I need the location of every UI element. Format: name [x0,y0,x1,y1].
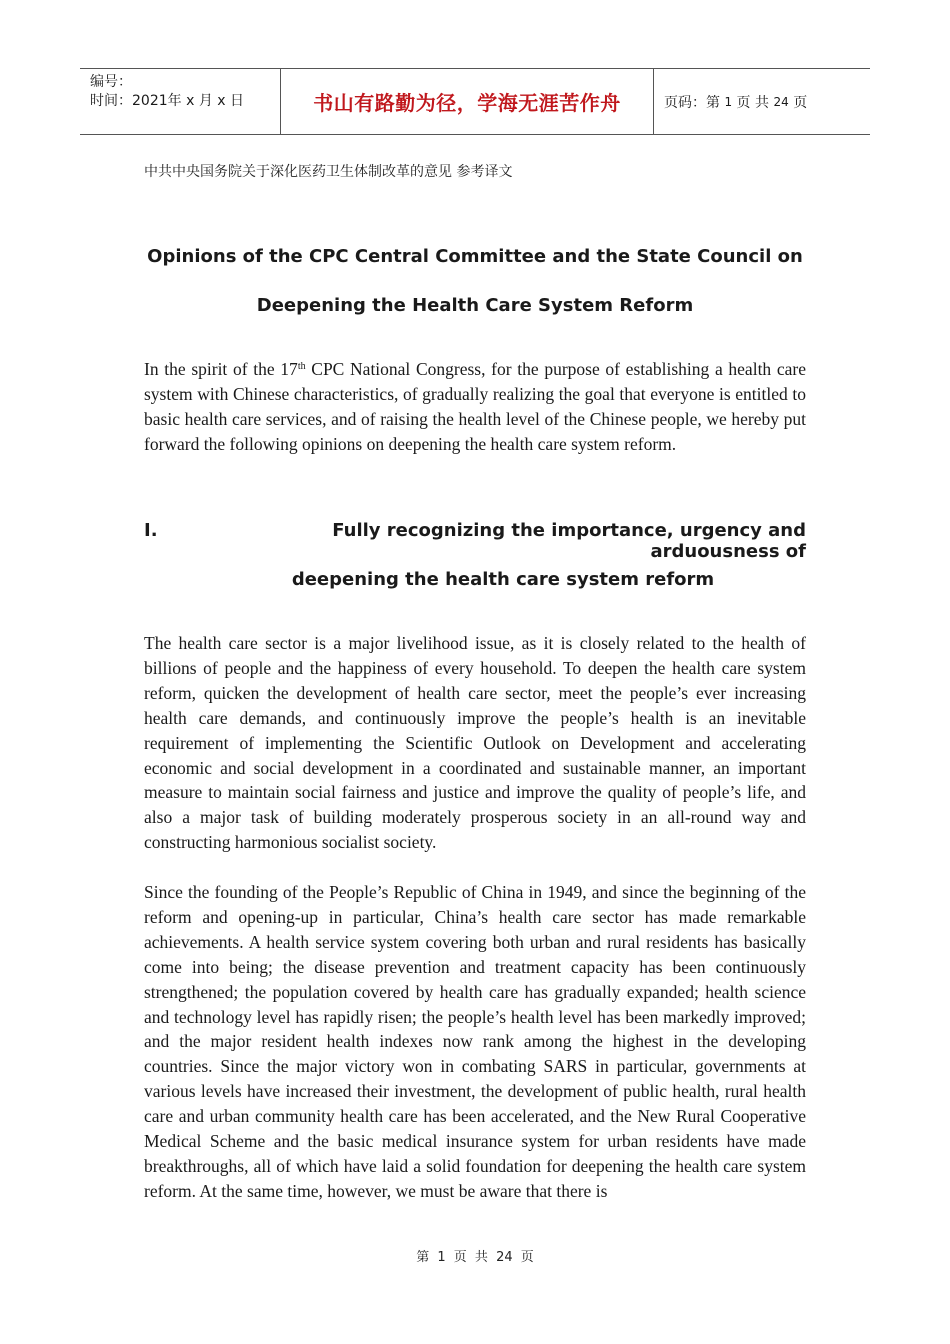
footer-page-current: 1 [437,1250,446,1265]
page-label: 页码：第 [664,94,720,111]
date-line [90,92,280,111]
body-paragraph-1: The health care sector is a major livelihood issue, as it is closely related to the health of billions of people and the happiness of every household. To deepen the health care system reform, quicken the development of health care sector, meet the people’s ever increasing health care demands, and continuously improve the people’s health is an inevitable requirement of implementing the Scientific Outlook on Development and accelerating economic and social development in a coordinated and sustainable manner, an important measure to maintain social fairness and justice and improve the quality of people’s life, and also a major task of building moderately prosperous society in an all-round way and constructing harmonious socialist society. [144,633,806,853]
page-total: 24 [773,94,789,109]
date-rest: 年 x 月 x 日 [167,93,245,109]
footer-page-total: 24 [496,1250,513,1265]
date-year: 2021 [132,93,168,109]
header-motto: 书山有路勤为径，学海无涯苦作舟 [281,69,654,134]
section-number: I. [144,520,158,541]
body-paragraph-2: Since the founding of the People’s Republic of China in 1949, and since the beginning of the reform and opening-up in particular, China’s health care sector has made remarkable achievements. A health service system covering both urban and rural residents has basically come into being; the disease prevention and treatment capacity has been continuously strengthened; the population covered by health care has gradually expanded; health science and technology level has rapidly risen; the people’s health level has been markedly improved; and the major resident health indexes now rank among the highest in the developing countries. Since the major victory won in combating SARS in particular, governments at various levels have increased their investment, the development of public health, rural health care and urban community health care has been accelerated, and the New Rural Cooperative Medical Scheme and the basic medical insurance system for urban residents have made breakthroughs, all of which have laid a solid foundation for deepening the health care system reform. At the same time, however, we must be aware that there is [144,882,806,1201]
footer-mid: 页 共 [453,1250,488,1265]
intro-paragraph [144,357,806,457]
intro-post: CPC National Congress, for the purpose of establishing a health care system with Chinese characteristics, of gradually realizing the goal that everyone is entitled to basic health care services, and of raising the health level of the Chinese people, we hereby put forward the following opinions on deepening the health care system reform. [144,359,806,454]
intro-sup: th [297,361,306,372]
header-meta-cell [80,69,281,134]
header-page-info [654,69,870,134]
page-end: 页 [793,94,808,111]
document-title-line2: Deepening the Health Care System Reform [256,295,694,316]
intro-pre: In the spirit of the 17 [144,359,298,379]
section-title-line2: deepening the health care system reform [291,569,715,590]
section-title-line1: Fully recognizing the importance, urgency and arduousness of [332,520,806,562]
page-footer [0,1246,950,1265]
date-label: 时间： [90,93,132,109]
document-title-line1: Opinions of the CPC Central Committee and the State Council on [147,246,803,267]
footer-prefix: 第 [416,1250,430,1265]
footer-suffix: 页 [520,1250,534,1265]
document-subtitle-cn: 中共中央国务院关于深化医药卫生体制改革的意见 参考译文 [144,164,513,180]
header-table [80,68,870,135]
page-current: 1 [724,94,733,109]
serial-label: 编号： [90,74,132,90]
page-mid: 页 共 [736,94,769,111]
